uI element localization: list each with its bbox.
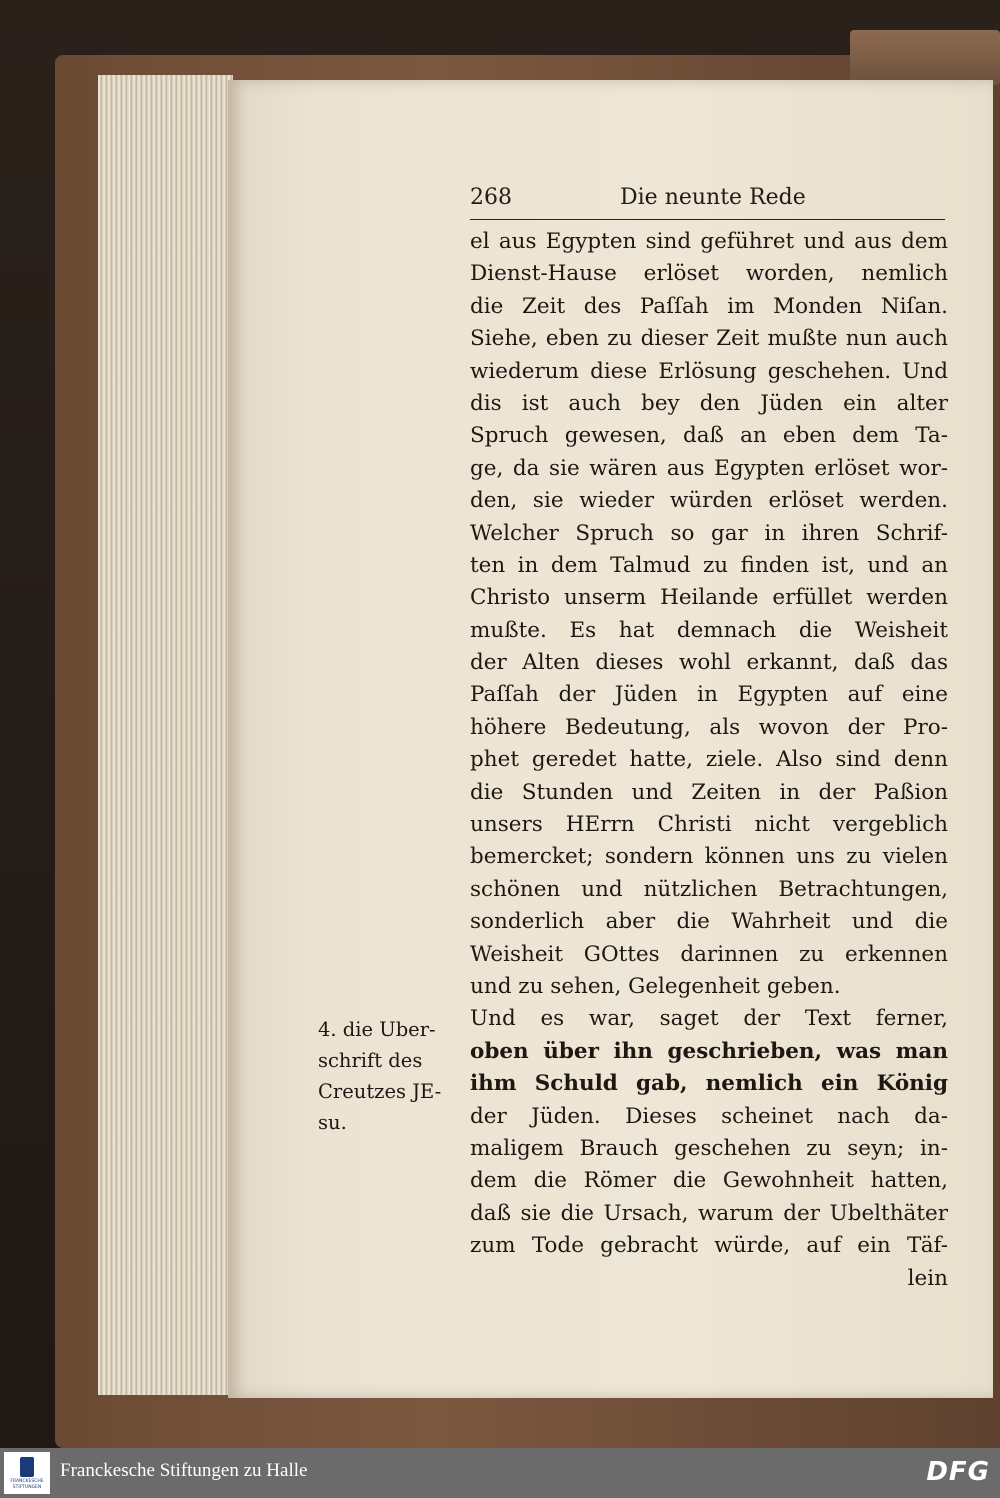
text-line: Christo unserm Heilande erfüllet werden — [470, 585, 948, 611]
text-line: unsers HErrn Christi nicht vergeblich — [470, 812, 948, 838]
page-number: 268 — [470, 185, 512, 210]
body-text — [470, 226, 948, 1295]
text-line: dis ist auch bey den Jüden ein alter — [470, 390, 948, 416]
marginal-line: schrift des — [318, 1049, 423, 1072]
text-line: lein — [907, 1265, 948, 1291]
building-icon — [20, 1457, 34, 1477]
book-cover-corner — [850, 30, 1000, 85]
text-line: Paſſah der Jüden in Egypten auf eine — [470, 682, 948, 708]
text-line: Und es war, saget der Text ferner, — [470, 1006, 948, 1032]
text-line: maligem Brauch geschehen zu seyn; in- — [470, 1135, 948, 1161]
text-line: wiederum diese Erlösung geschehen. Und — [470, 358, 948, 384]
text-line: die Stunden und Zeiten in der Paßion — [470, 779, 948, 805]
running-head: Die neunte Rede — [620, 185, 806, 210]
text-line: oben über ihn geschrieben, was man — [470, 1038, 948, 1064]
text-line: dem die Römer die Gewohnheit hatten, — [470, 1168, 948, 1194]
text-line: Weisheit GOttes darinnen zu erkennen — [470, 941, 948, 967]
viewer-footer — [0, 1448, 1000, 1498]
text-line: der Alten dieses wohl erkannt, daß das — [470, 650, 948, 676]
marginal-line: Creutzes JE- — [318, 1080, 442, 1103]
page-edges — [98, 75, 233, 1395]
text-line: höhere Bedeutung, als wovon der Pro- — [470, 714, 948, 740]
text-line: den, sie wieder würden erlöset werden. — [470, 488, 948, 514]
marginal-line: su. — [318, 1111, 347, 1134]
institution-logo[interactable] — [4, 1452, 50, 1494]
text-line: Siehe, eben zu dieser Zeit mußte nun auch — [470, 326, 948, 352]
text-line: ten in dem Talmud zu finden ist, und an — [470, 552, 948, 578]
text-line: Welcher Spruch so gar in ihren Schrif- — [470, 520, 948, 546]
text-line: schönen und nützlichen Betrachtungen, — [470, 876, 948, 902]
text-line: Spruch gewesen, daß an eben dem Ta- — [470, 423, 948, 449]
text-line: daß sie die Ursach, warum der Ubelthäter — [470, 1200, 948, 1226]
marginal-note — [318, 1014, 468, 1138]
text-line: el aus Egypten sind geführet und aus dem — [470, 229, 948, 254]
logo-text: FRANCKESCHE STIFTUNGEN — [10, 1479, 44, 1490]
text-line: ihm Schuld gab, nemlich ein König — [470, 1071, 948, 1097]
text-line: und zu sehen, Gelegenheit geben. — [470, 973, 841, 999]
text-line: bemercket; sondern können uns zu vielen — [470, 844, 948, 870]
dfg-logo[interactable]: DFG — [926, 1457, 990, 1487]
marginal-line: 4. die Uber- — [318, 1018, 436, 1041]
page-header — [470, 185, 945, 220]
text-line: phet geredet hatte, ziele. Also sind denn — [470, 747, 948, 773]
text-line: Dienst-Hause erlöset worden, nemlich — [470, 261, 948, 287]
text-line: die Zeit des Paſſah im Monden Niſan. — [470, 293, 948, 319]
text-line: zum Tode gebracht würde, auf ein Täf- — [470, 1233, 948, 1259]
text-line: mußte. Es hat demnach die Weisheit — [470, 617, 948, 643]
text-line: ge, da sie wären aus Egypten erlöset wor- — [470, 455, 948, 481]
institution-name[interactable]: Franckesche Stiftungen zu Halle — [60, 1460, 308, 1481]
text-line: sonderlich aber die Wahrheit und die — [470, 909, 948, 935]
text-line: der Jüden. Dieses scheinet nach da- — [470, 1103, 948, 1129]
